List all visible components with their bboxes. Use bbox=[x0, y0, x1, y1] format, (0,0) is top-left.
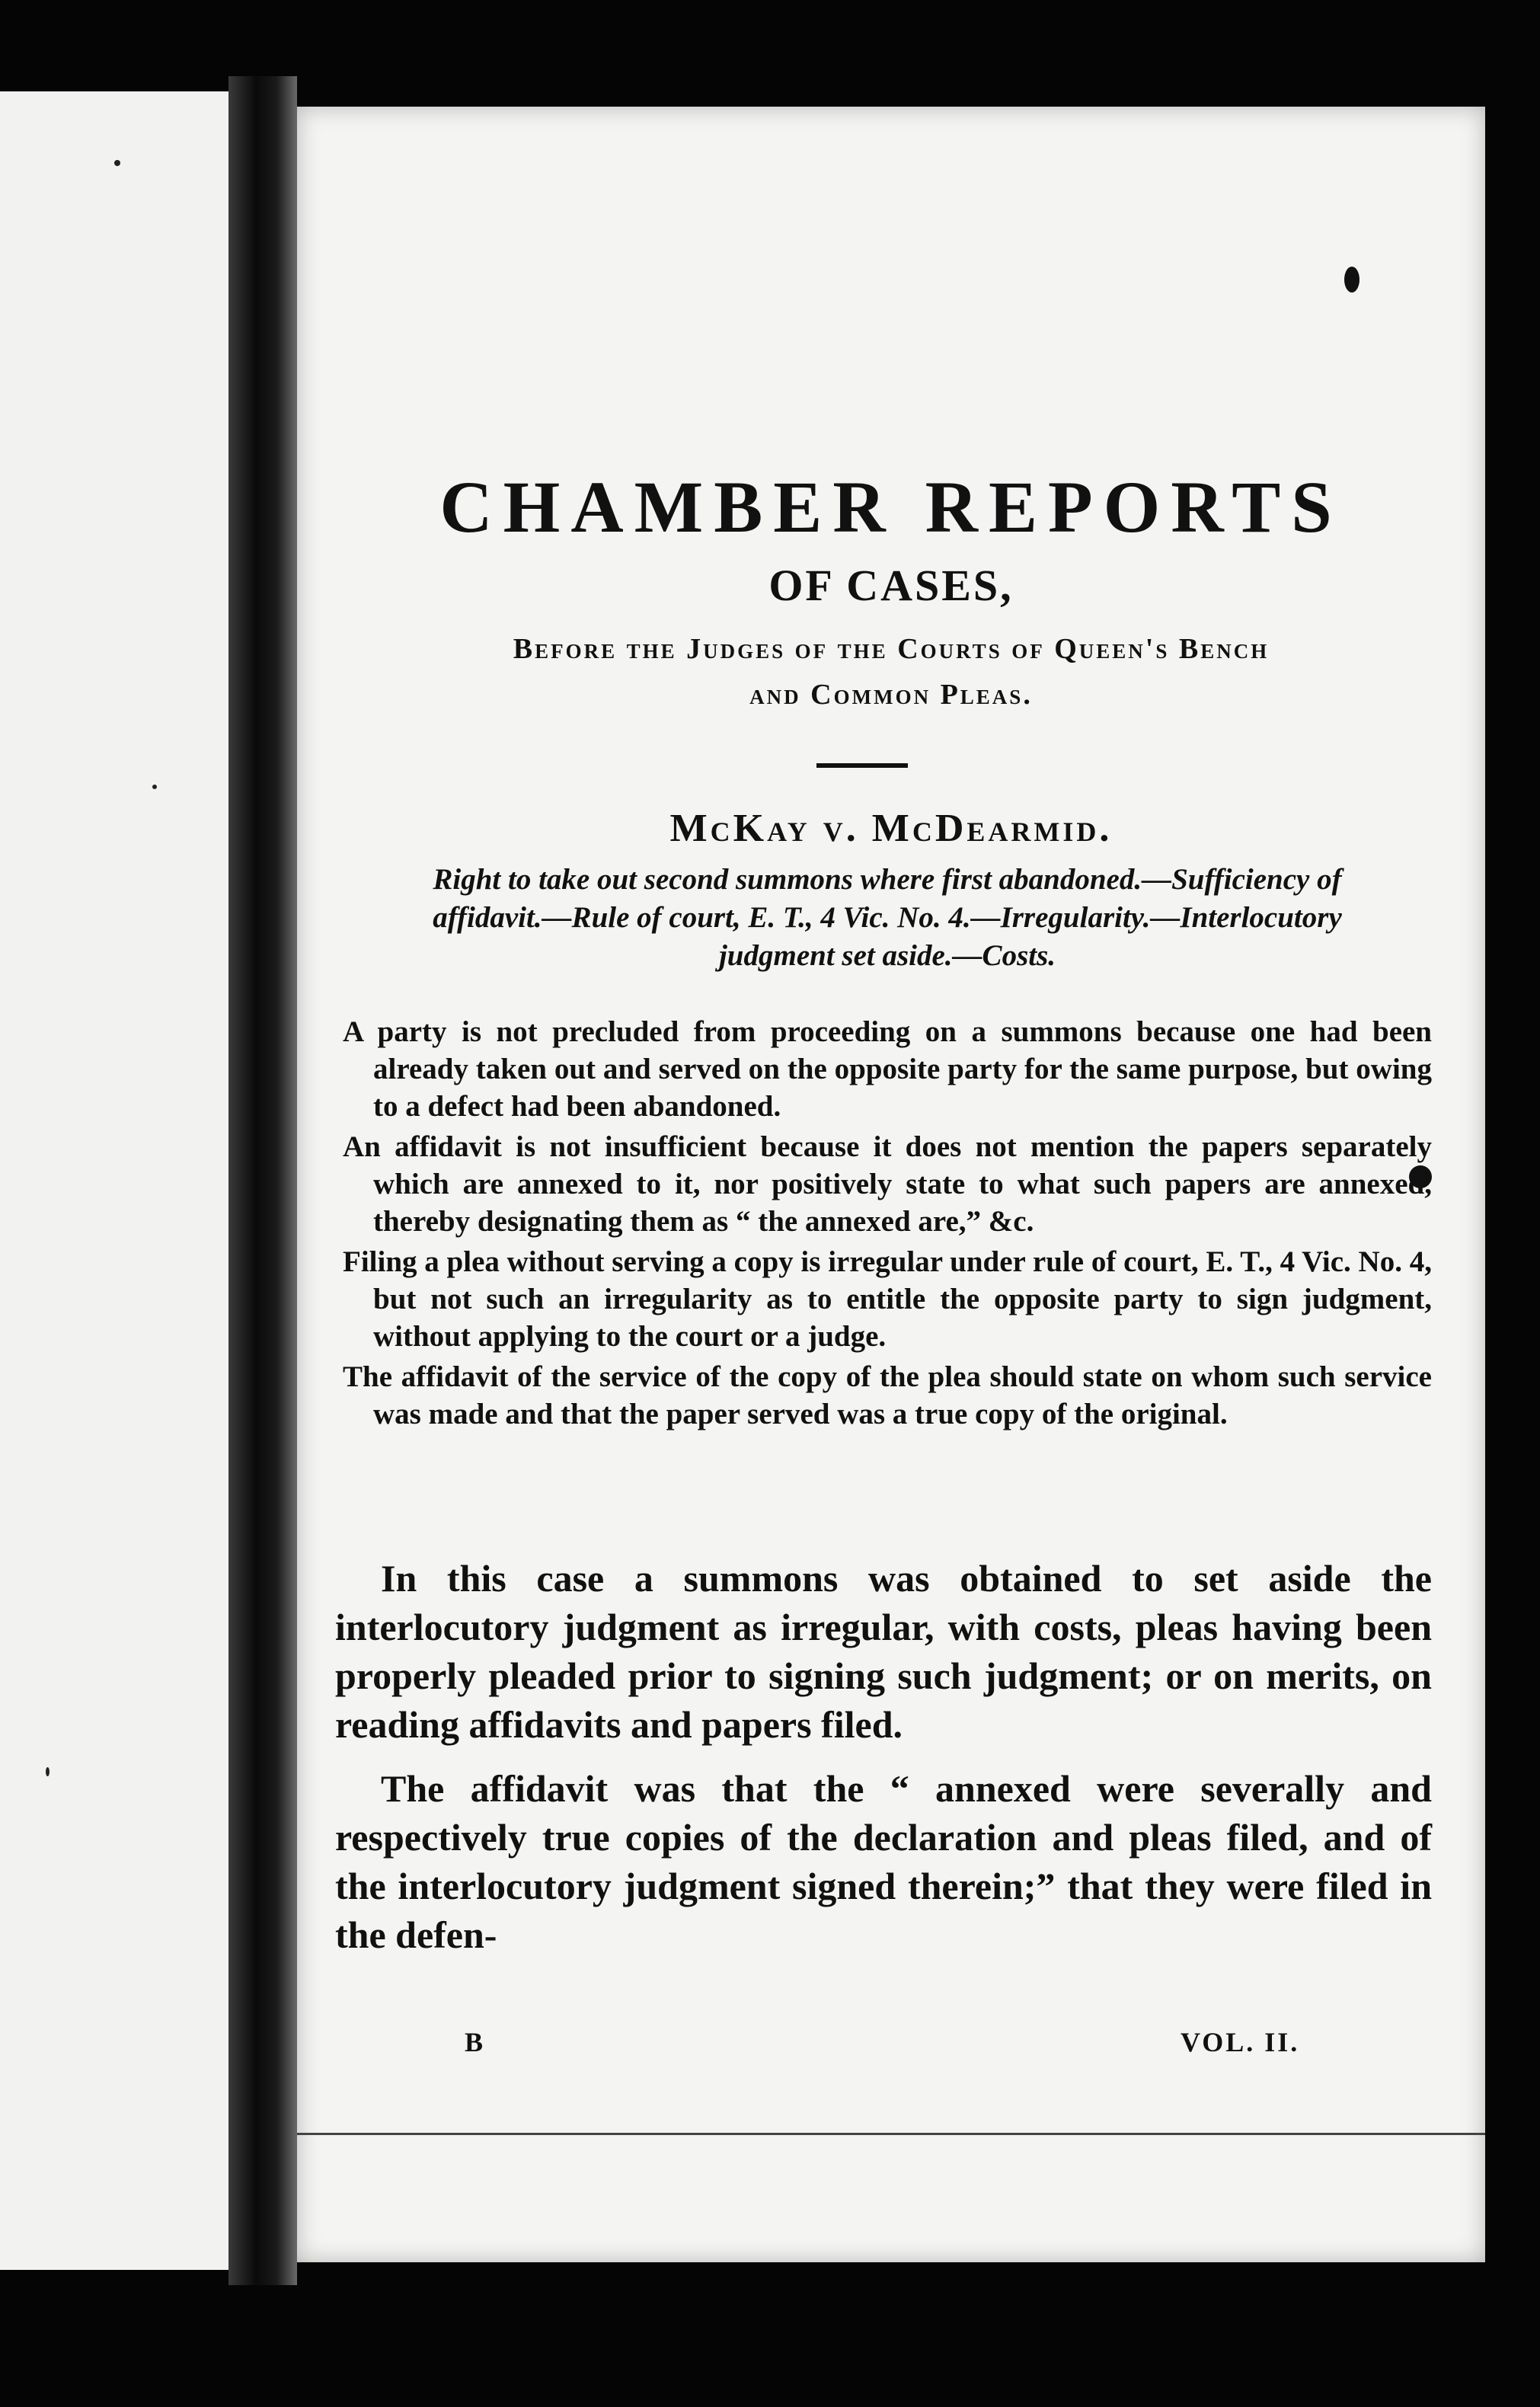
page-subtitle: OF CASES, bbox=[768, 561, 1014, 610]
catchwords: Right to take out second summons where first abandoned.—Sufficiency of affidavit.—Rule of court, E. T., 4 Vic. No. 4.—Irregularity.—Interlocutory judgment set aside.—Costs. bbox=[433, 863, 1342, 972]
court-line: and Common Pleas. bbox=[749, 679, 1033, 711]
divider-rule bbox=[816, 763, 908, 768]
court-line: Before the Judges of the Courts of Queen's Bench bbox=[513, 633, 1270, 665]
headnote: The affidavit of the service of the copy of the plea should state on whom such service was made and that the paper served was a true copy of the original. bbox=[343, 1360, 1432, 1430]
ink-blot bbox=[1344, 267, 1359, 292]
book-page bbox=[297, 107, 1485, 2262]
signature-mark: B bbox=[465, 2027, 484, 2057]
headnote: Filing a plea without serving a copy is irregular under rule of court, E. T., 4 Vic. No. 4, but not such an irregularity as to entitle the opposite party to sign judgment, without applying to the court or a judge. bbox=[343, 1245, 1432, 1353]
headnotes bbox=[343, 1013, 1432, 1436]
body-paragraph: In this case a summons was obtained to set aside the interlocutory judgment as irregular, with costs, pleas having been properly pleaded prior to signing such judgment; or on merits, on reading affidavits and papers filed. bbox=[335, 1557, 1432, 1746]
report-body bbox=[335, 1554, 1432, 1974]
case-title: McKay v. McDearmid. bbox=[669, 807, 1113, 850]
page-fold-line bbox=[297, 2133, 1485, 2135]
headnote: A party is not precluded from proceeding on a summons because one had been already taken out and served on the opposite party for the same purpose, but owing to a defect had been abandoned. bbox=[343, 1015, 1432, 1123]
facing-page-edge bbox=[0, 91, 251, 2270]
volume-label: VOL. II. bbox=[1181, 2027, 1300, 2057]
headnote: An affidavit is not insufficient because it does not mention the papers separately which are annexed to it, nor positively state to what such papers are annexed, thereby designating them as “ the annexed are,” &c. bbox=[343, 1130, 1432, 1238]
body-paragraph: The affidavit was that the “ annexed were severally and respectively true copies of the declaration and pleas filed, and of the interlocutory judgment signed therein;” that they were filed in the defen- bbox=[335, 1767, 1432, 1956]
page-title: CHAMBER REPORTS bbox=[439, 466, 1343, 548]
book-gutter bbox=[228, 76, 297, 2285]
